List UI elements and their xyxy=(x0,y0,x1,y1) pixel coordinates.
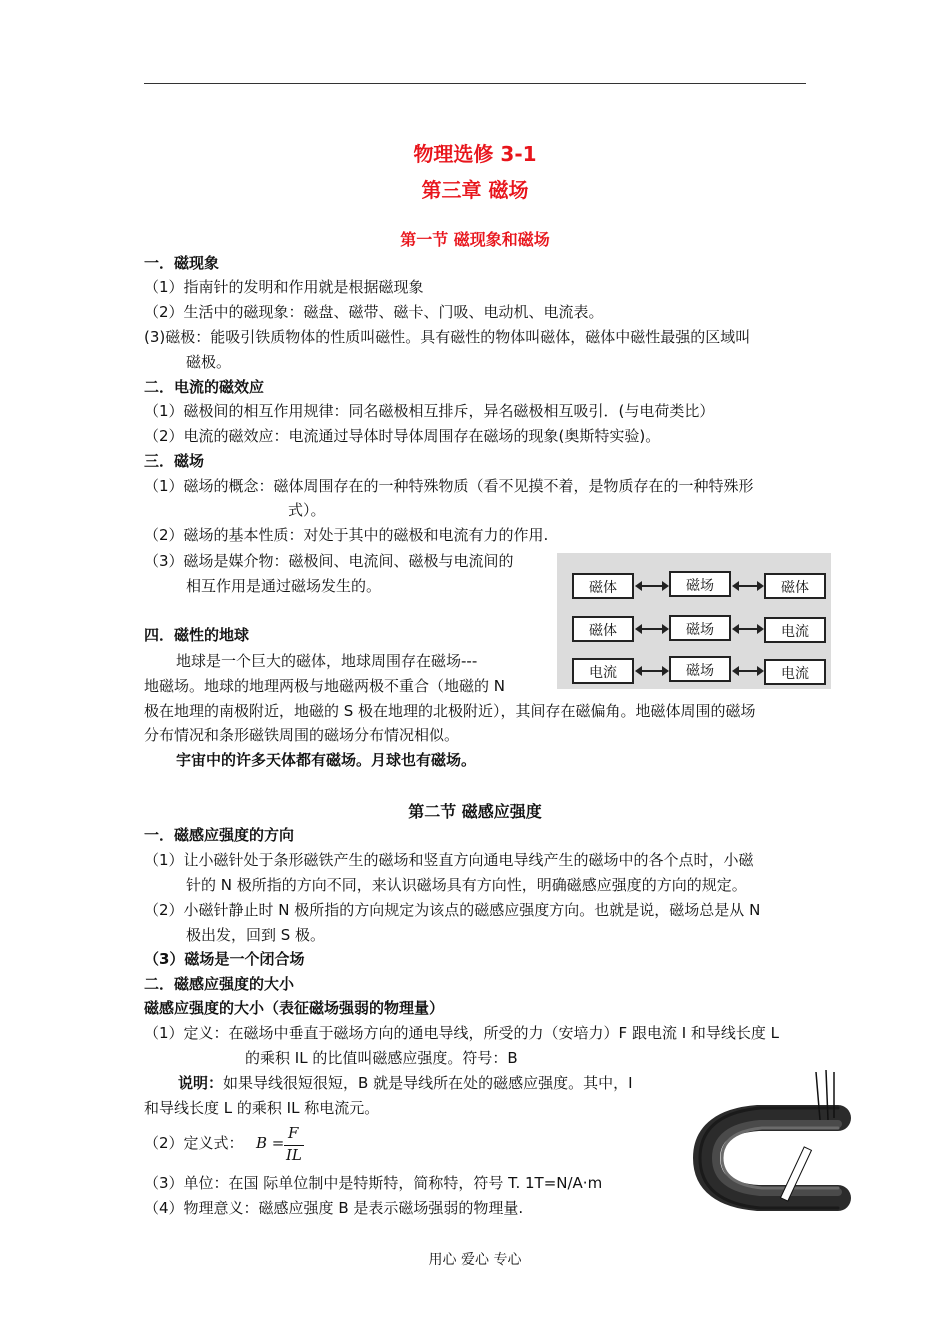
section2-title: 第二节 磁感应强度 xyxy=(408,802,542,821)
header-rule xyxy=(144,83,806,84)
s2-para-2b: 极出发，回到 S 极。 xyxy=(186,926,326,944)
s2-subheading: 磁感应强度的大小（表征磁场强弱的物理量） xyxy=(144,999,445,1017)
double-arrow-icon xyxy=(738,628,758,630)
s2-para-2a: （2）小磁针静止时 N 极所指的方向规定为该点的磁感应强度方向。也就是说，磁场总是从 N xyxy=(144,901,761,919)
double-arrow-icon xyxy=(641,628,663,630)
diagram-box: 磁体 xyxy=(572,616,634,642)
diagram-box: 电流 xyxy=(764,659,826,685)
s2-para-1b: 针的 N 极所指的方向不同，来认识磁场具有方向性，明确磁感应强度的方向的规定。 xyxy=(186,876,747,894)
s1-para-3a: (3)磁极：能吸引铁质物体的性质叫磁性。具有磁性的物体叫磁体，磁体中磁性最强的区域叫 xyxy=(144,328,751,346)
section1-title: 第一节 磁现象和磁场 xyxy=(400,230,550,249)
s1-heading-1: 一．磁现象 xyxy=(144,254,220,272)
page-footer: 用心 爱心 专心 xyxy=(428,1252,522,1268)
interaction-diagram xyxy=(557,553,831,689)
s2-para-5 xyxy=(144,1132,244,1153)
doc-title: 物理选修 3-1 xyxy=(413,142,537,166)
s2-heading-2: 二．磁感应强度的大小 xyxy=(144,975,295,993)
s2-para-1a: （1）让小磁针处于条形磁铁产生的磁场和竖直方向通电导线产生的磁场中的各个点时，小磁 xyxy=(144,851,754,869)
diagram-box: 磁场 xyxy=(669,571,731,597)
s2-note-a xyxy=(178,1072,633,1093)
double-arrow-icon xyxy=(738,585,758,587)
double-arrow-icon xyxy=(641,670,663,672)
s1-para-9b: 地磁场。地球的地理两极与地磁两极不重合（地磁的 N xyxy=(144,677,505,695)
s1-para-9d: 分布情况和条形磁铁周围的磁场分布情况相似。 xyxy=(144,726,460,744)
double-arrow-icon xyxy=(738,670,758,672)
s2-heading-1: 一．磁感应强度的方向 xyxy=(144,826,295,844)
s1-para-2: （2）生活中的磁现象：磁盘、磁带、磁卡、门吸、电动机、电流表。 xyxy=(144,303,604,321)
s1-para-5: （2）电流的磁效应：电流通过导体时导体周围存在磁场的现象(奥斯特实验)。 xyxy=(144,427,661,445)
diagram-box: 磁体 xyxy=(764,573,826,599)
s1-para-6a: （1）磁场的概念：磁体周围存在的一种特殊物质（看不见摸不着，是物质存在的一种特殊形 xyxy=(144,477,754,495)
diagram-box: 磁场 xyxy=(669,656,731,682)
diagram-box: 电流 xyxy=(572,658,634,684)
s1-heading-3: 三．磁场 xyxy=(144,452,205,470)
horseshoe-magnet-illustration xyxy=(688,1062,863,1227)
s1-heading-4: 四．磁性的地球 xyxy=(144,626,250,644)
diagram-box: 磁场 xyxy=(669,615,731,641)
s2-para-6: （3）单位：在国 际单位制中是特斯特，简称特，符号 T. 1T=N/A·m xyxy=(144,1174,603,1192)
chapter-title: 第三章 磁场 xyxy=(421,178,529,202)
s1-para-7: （2）磁场的基本性质：对处于其中的磁极和电流有力的作用. xyxy=(144,526,549,544)
s2-note-b: 和导线长度 L 的乘积 IL 称电流元。 xyxy=(144,1099,380,1117)
formula-denominator: IL xyxy=(286,1146,302,1164)
s2-para-3: （3）磁场是一个闭合场 xyxy=(144,950,305,968)
note-label: 说明： xyxy=(178,1074,224,1092)
s1-para-4: （1）磁极间的相互作用规律：同名磁极相互排斥，异名磁极相互吸引．(与电荷类比） xyxy=(144,402,715,420)
double-arrow-icon xyxy=(641,585,663,587)
s1-para-9a: 地球是一个巨大的磁体，地球周围存在磁场--- xyxy=(176,652,478,670)
s1-para-10: 宇宙中的许多天体都有磁场。月球也有磁场。 xyxy=(176,751,477,769)
s2-para-4a: （1）定义：在磁场中垂直于磁场方向的通电导线，所受的力（安培力）F 跟电流 I 和导线长度 L xyxy=(144,1024,780,1042)
s1-para-3b: 磁极。 xyxy=(186,353,232,371)
formula-lhs: B = xyxy=(256,1134,285,1152)
diagram-box: 磁体 xyxy=(572,573,634,599)
formula-prefix: （2）定义式： xyxy=(144,1134,244,1152)
formula-numerator: F xyxy=(288,1124,299,1142)
diagram-box: 电流 xyxy=(764,617,826,643)
s1-heading-2: 二．电流的磁效应 xyxy=(144,378,265,396)
s1-para-1: （1）指南针的发明和作用就是根据磁现象 xyxy=(144,278,424,296)
note-text: 如果导线很短很短，B 就是导线所在处的磁感应强度。其中，I xyxy=(223,1074,633,1092)
s1-para-8a: （3）磁场是媒介物：磁极间、电流间、磁极与电流间的 xyxy=(144,552,514,570)
s1-para-9c: 极在地理的南极附近，地磁的 S 极在地理的北极附近），其间存在磁偏角。地磁体周围的磁场 xyxy=(144,702,756,720)
s2-para-7: （4）物理意义：磁感应强度 B 是表示磁场强弱的物理量. xyxy=(144,1199,524,1217)
s1-para-6b: 式）。 xyxy=(288,501,326,519)
s2-para-4b: 的乘积 IL 的比值叫磁感应强度。符号：B xyxy=(245,1049,518,1067)
s1-para-8b: 相互作用是通过磁场发生的。 xyxy=(186,577,382,595)
